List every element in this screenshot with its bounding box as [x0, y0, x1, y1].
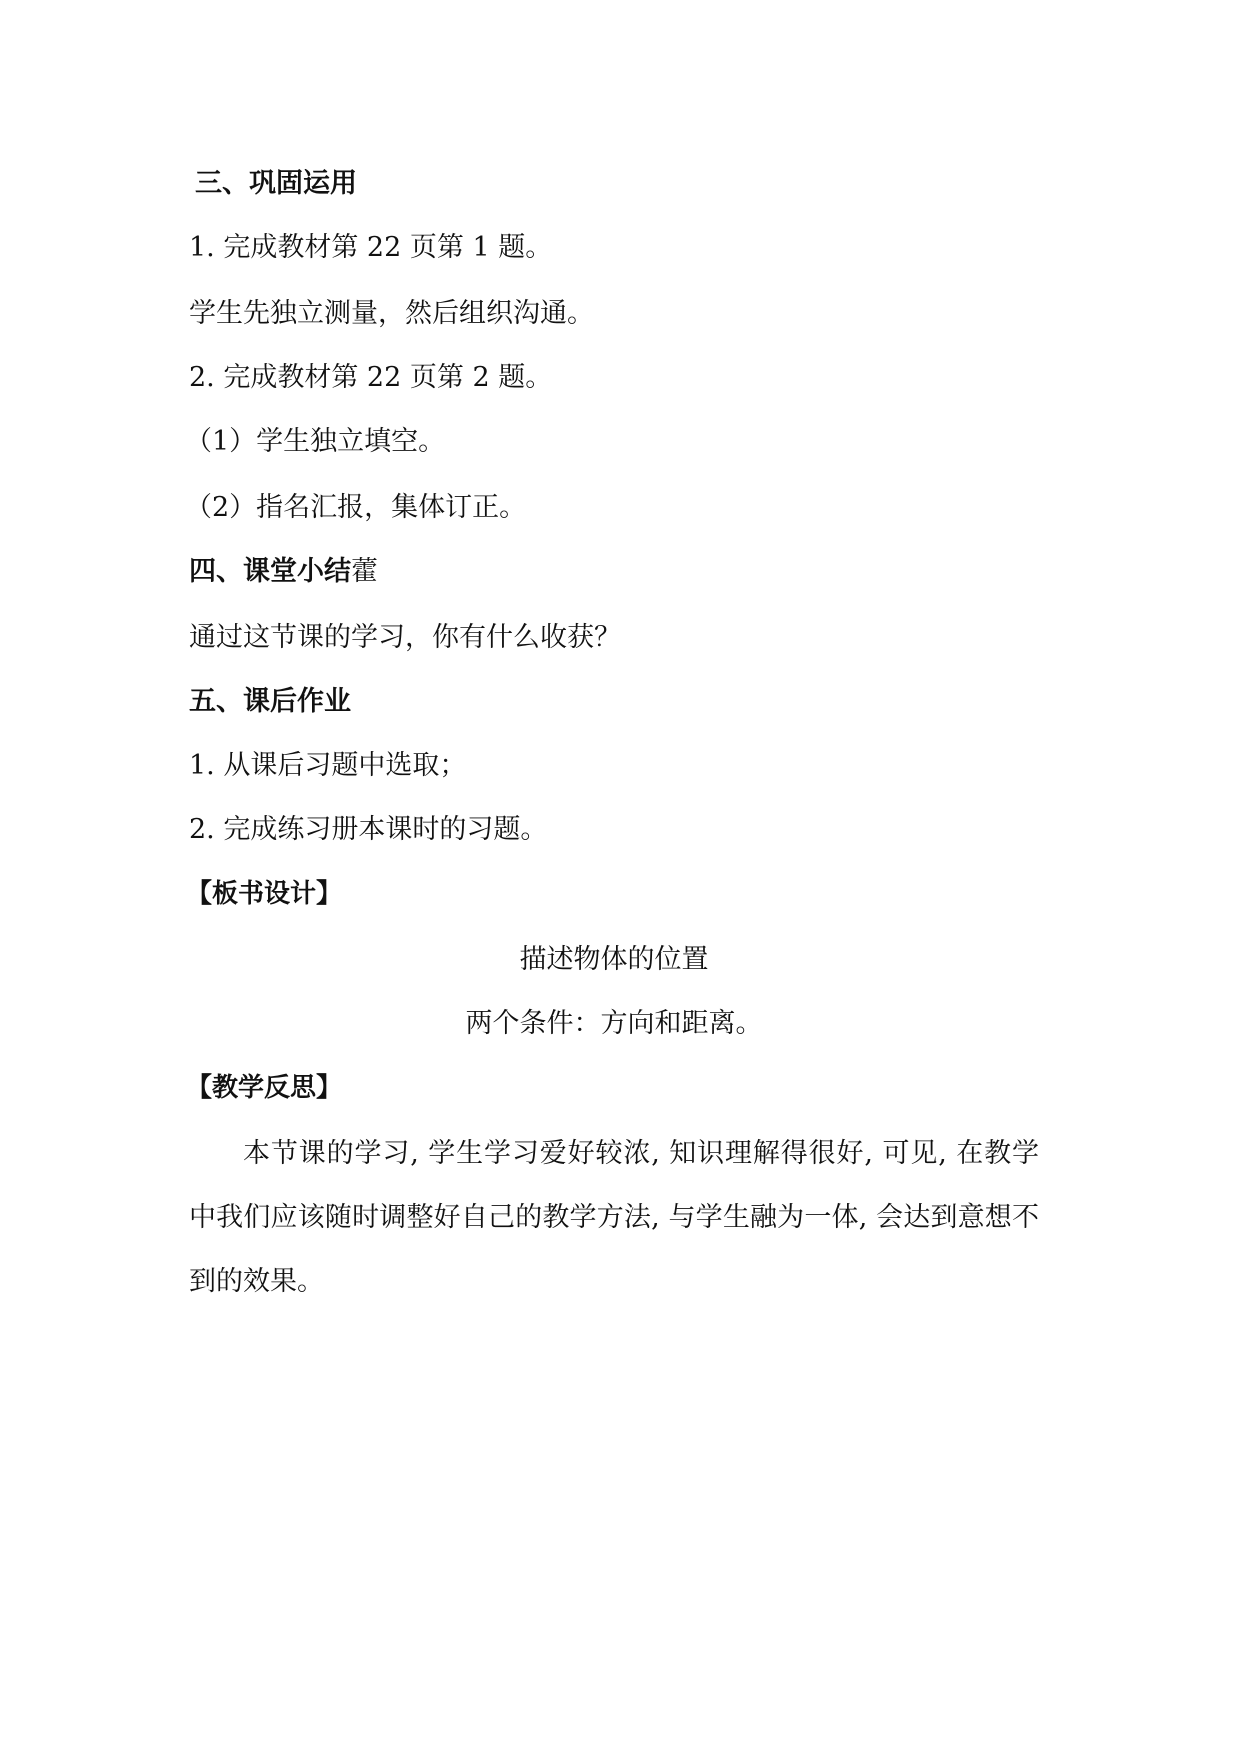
section-heading-summary: [189, 554, 378, 590]
summary-question: 通过这节课的学习，你有什么收获？: [189, 622, 621, 653]
section-heading-homework: 五、课后作业: [189, 686, 351, 717]
section-heading-summary-text: 四、课堂小结: [189, 556, 351, 587]
reflection-heading: 【教学反思】: [186, 1073, 343, 1103]
exercise-sub-item-2: （2）指名汇报，集体订正。: [185, 492, 527, 523]
exercise-sub-item-1: （1）学生独立填空。: [185, 426, 446, 457]
board-design-content: 两个条件：方向和距离。: [465, 1008, 763, 1039]
exercise-item-1: 1. 完成教材第 22 页第 1 题。: [189, 232, 553, 263]
section-heading-summary-tail: 藿: [351, 556, 378, 587]
board-design-title: 描述物体的位置: [519, 944, 709, 975]
exercise-item-2: 2. 完成教材第 22 页第 2 题。: [189, 362, 553, 393]
homework-item-1: 1. 从课后习题中选取；: [189, 750, 467, 781]
reflection-paragraph: 本节课的学习, 学生学习爱好较浓, 知识理解得很好, 可见, 在教学中我们应该随时调整好自己的教学方法, 与学生融为一体, 会达到意想不到的效果。: [189, 1138, 1039, 1297]
section-heading-consolidate: 三、巩固运用: [195, 168, 357, 199]
exercise-item-1-note: 学生先独立测量，然后组织沟通。: [189, 298, 594, 329]
board-design-heading: 【板书设计】: [186, 879, 343, 909]
homework-item-2: 2. 完成练习册本课时的习题。: [189, 814, 548, 845]
